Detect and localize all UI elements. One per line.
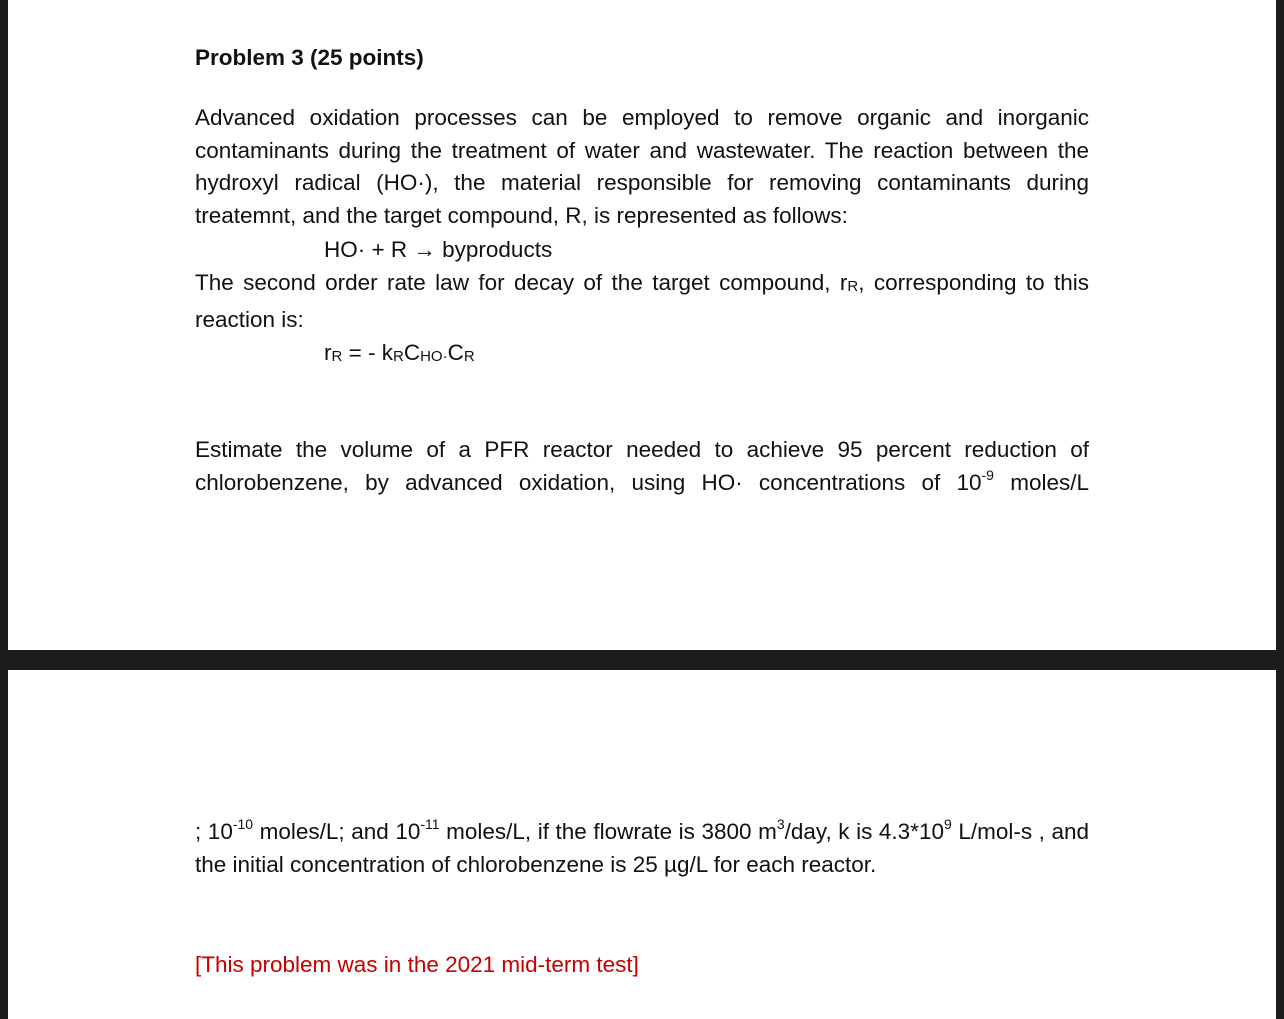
rate-law-intro-subscript: R <box>847 277 859 295</box>
source-note: [This problem was in the 2021 mid-term test] <box>195 952 639 977</box>
exponent: 3 <box>776 816 785 832</box>
question-text: ; 10 <box>195 819 233 844</box>
reaction-equation: HO· + R → byproducts <box>324 236 553 262</box>
question-text-unit: moles/L <box>993 469 1089 495</box>
problem-body <box>195 102 1089 374</box>
rate-law-intro-text: The second order rate law for decay of the target compound, r <box>195 269 848 295</box>
exponent: -9 <box>981 466 994 483</box>
rate-law-intro <box>195 267 1089 336</box>
intro-paragraph: Advanced oxidation processes can be employed to remove organic and inorganic contaminants during the treatment of water and wastewater. The reaction between the hydroxyl radical (HO·), the material responsible for removing contaminants during treatemnt, and the target compound, R, is represented as follows: <box>195 105 1089 229</box>
rate-law-middle: = - k <box>342 340 393 366</box>
rate-subscript: R <box>331 348 343 366</box>
question-text: Estimate the volume of a PFR reactor needed to achieve 95 percent reduction of chlorobenzene, by advanced oxidation, using HO· concentrations of 10 <box>195 437 1089 495</box>
concentration-subscript-1: HO· <box>420 348 448 366</box>
exponent: 9 <box>943 816 952 832</box>
question-text: L/mol-s , and the initial concentration of chlorobenzene is 25 µg/L for each reactor. <box>195 819 1090 877</box>
rate-law-intro-text-2: , corresponding to this reaction is: <box>195 269 1090 332</box>
question-text: moles/L, if the flowrate is 3800 m <box>439 819 777 844</box>
problem-heading: Problem 3 (25 points) <box>195 45 424 70</box>
concentration-subscript-2: R <box>463 348 475 366</box>
concentration-symbol-2: C <box>447 340 464 366</box>
rate-symbol: r <box>324 340 332 366</box>
exponent: -10 <box>232 816 254 832</box>
question-text: /day, k is 4.3*10 <box>784 819 944 844</box>
exponent: -11 <box>420 816 440 832</box>
document-page-1 <box>8 0 1276 650</box>
question-part-1 <box>195 434 1089 499</box>
concentration-symbol-1: C <box>403 340 421 366</box>
k-subscript: R <box>392 348 404 366</box>
document-page-2 <box>8 670 1276 1019</box>
question-text: moles/L; and 10 <box>253 819 421 844</box>
question-part-2 <box>195 816 1089 881</box>
rate-law-equation <box>195 336 1089 374</box>
